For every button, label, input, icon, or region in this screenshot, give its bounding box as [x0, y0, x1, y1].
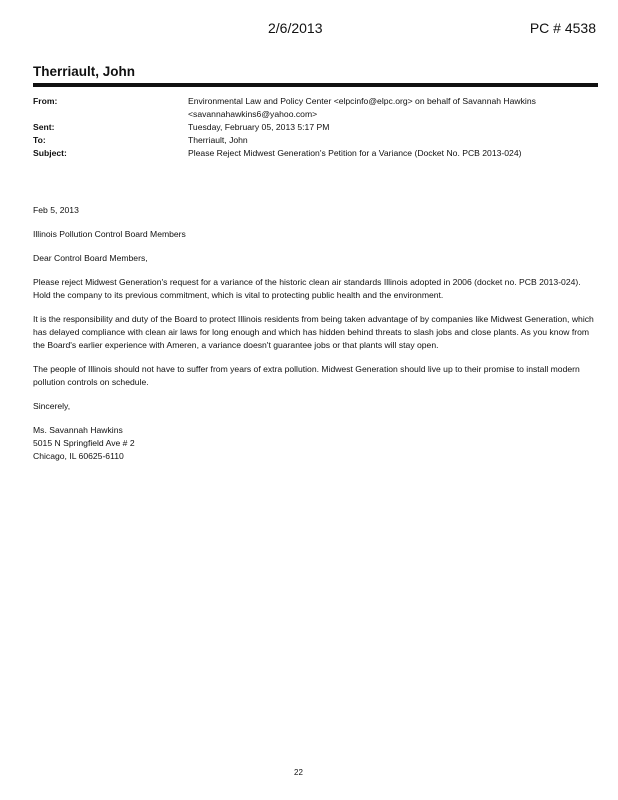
letter-paragraph: The people of Illinois should not have to suffer from years of extra pollution. Midwest Generation should live up to their promise to install modern pollution controls on schedule. — [33, 364, 580, 387]
header-sent — [33, 121, 598, 134]
letter-closing: Sincerely, — [33, 401, 71, 411]
header-value: Environmental Law and Policy Center <elpcinfo@elpc.org> on behalf of Savannah Hawkins <savannahawkins6@yahoo.com> — [188, 96, 536, 119]
header-label: Subject: — [33, 148, 67, 158]
header-label: From: — [33, 96, 58, 106]
header-to — [33, 134, 598, 147]
signer-address-line1: 5015 N Springfield Ave # 2 — [33, 438, 135, 448]
signer-address-line2: Chicago, IL 60625-6110 — [33, 451, 124, 461]
page-number: 22 — [294, 768, 303, 777]
email-headers — [33, 95, 598, 160]
document-date: 2/6/2013 — [268, 20, 323, 36]
header-from — [33, 95, 598, 121]
letter-addressee: Illinois Pollution Control Board Members — [33, 229, 186, 239]
header-label: To: — [33, 135, 46, 145]
letter-date: Feb 5, 2013 — [33, 205, 79, 215]
email-body — [33, 204, 598, 463]
header-rule — [33, 83, 598, 87]
header-value: Therriault, John — [188, 135, 248, 145]
header-value: Tuesday, February 05, 2013 5:17 PM — [188, 122, 330, 132]
signer-name: Ms. Savannah Hawkins — [33, 425, 123, 435]
letter-greeting: Dear Control Board Members, — [33, 253, 148, 263]
letter-paragraph: Please reject Midwest Generation's request for a variance of the historic clean air standards Illinois adopted in 2006 (docket no. PCB 2013-024). Hold the company to its previous commitment, which is vital to protecting public health and the environment. — [33, 277, 581, 300]
mailbox-owner: Therriault, John — [33, 64, 136, 79]
signature-block — [33, 424, 598, 463]
header-subject — [33, 147, 598, 160]
letter-paragraph: It is the responsibility and duty of the Board to protect Illinois residents from being taken advantage of by companies like Midwest Generation, which has delayed compliance with clean air laws for long enough and which has hidden behind threats to slash jobs and close plants. As you know from the Board's earlier experience with Ameren, a variance doesn't guarantee jobs or that plants will stay open. — [33, 314, 594, 350]
header-label: Sent: — [33, 122, 55, 132]
header-value: Please Reject Midwest Generation's Petition for a Variance (Docket No. PCB 2013-024) — [188, 148, 522, 158]
pc-number: PC # 4538 — [529, 20, 596, 36]
